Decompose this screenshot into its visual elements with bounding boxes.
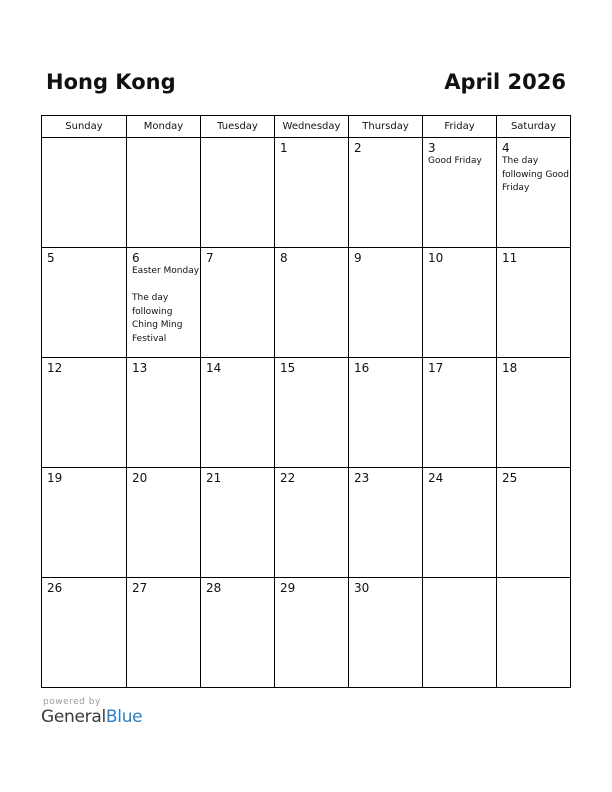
day-cell (423, 468, 497, 578)
day-cell (42, 358, 127, 468)
day-cell (275, 248, 349, 358)
day-cell (349, 138, 423, 248)
day-number: 13 (132, 361, 148, 375)
powered-by-text: powered by (43, 697, 101, 707)
week-row (42, 468, 571, 578)
day-number: 3 (428, 141, 436, 155)
day-cell (349, 578, 423, 688)
day-number: 26 (47, 581, 63, 595)
holiday-name: Good Friday (428, 156, 482, 166)
day-number: 12 (47, 361, 63, 375)
day-number: 25 (502, 471, 518, 485)
calendar-grid (41, 115, 571, 688)
day-number: 29 (280, 581, 296, 595)
weekday-saturday: Saturday (497, 116, 571, 138)
day-number: 23 (354, 471, 370, 485)
day-number: 27 (132, 581, 148, 595)
day-number: 4 (502, 141, 510, 155)
day-number: 22 (280, 471, 296, 485)
weekday-friday: Friday (423, 116, 497, 138)
weekday-wednesday: Wednesday (275, 116, 349, 138)
day-number: 11 (502, 251, 518, 265)
weekday-header-row (42, 116, 571, 138)
empty-day-cell (497, 578, 571, 688)
day-number: 30 (354, 581, 370, 595)
day-cell (201, 358, 275, 468)
day-cell (423, 248, 497, 358)
holiday-name: The day following Ching Ming Festival (132, 293, 183, 344)
day-number: 20 (132, 471, 148, 485)
day-cell (127, 468, 201, 578)
day-number: 19 (47, 471, 63, 485)
day-number: 18 (502, 361, 518, 375)
day-number: 16 (354, 361, 370, 375)
day-cell (42, 468, 127, 578)
weekday-monday: Monday (127, 116, 201, 138)
day-cell (349, 358, 423, 468)
day-number: 28 (206, 581, 222, 595)
day-number: 1 (280, 141, 288, 155)
weekday-tuesday: Tuesday (201, 116, 275, 138)
holiday-spacer (127, 279, 200, 293)
day-number: 7 (206, 251, 214, 265)
day-number: 2 (354, 141, 362, 155)
brand-general: General (41, 707, 106, 727)
calendar-body (42, 138, 571, 688)
week-row (42, 578, 571, 688)
day-cell (349, 468, 423, 578)
holiday-name: The day following Good Friday (502, 156, 570, 193)
month-title: April 2026 (444, 70, 566, 94)
empty-day-cell (127, 138, 201, 248)
day-cell (201, 248, 275, 358)
holiday-name: Easter Monday (132, 266, 200, 276)
day-cell (42, 578, 127, 688)
weekday-thursday: Thursday (349, 116, 423, 138)
day-cell (275, 358, 349, 468)
day-number: 21 (206, 471, 222, 485)
day-number: 15 (280, 361, 296, 375)
day-cell (497, 138, 571, 248)
brand-blue: Blue (105, 707, 143, 727)
day-number: 17 (428, 361, 444, 375)
empty-day-cell (42, 138, 127, 248)
weekday-sunday: Sunday (42, 116, 127, 138)
week-row (42, 138, 571, 248)
week-row (42, 248, 571, 358)
day-cell (42, 248, 127, 358)
day-number: 24 (428, 471, 444, 485)
day-number: 9 (354, 251, 362, 265)
day-cell (127, 578, 201, 688)
empty-day-cell (201, 138, 275, 248)
day-cell (127, 358, 201, 468)
empty-day-cell (423, 578, 497, 688)
day-cell (423, 358, 497, 468)
day-cell (497, 248, 571, 358)
day-cell (201, 578, 275, 688)
day-cell (275, 138, 349, 248)
generalblue-logo (41, 707, 142, 727)
day-number: 5 (47, 251, 55, 265)
day-cell (497, 358, 571, 468)
day-cell (497, 468, 571, 578)
country-title: Hong Kong (46, 70, 176, 94)
day-cell (349, 248, 423, 358)
week-row (42, 358, 571, 468)
day-cell (275, 468, 349, 578)
day-cell (275, 578, 349, 688)
day-number: 6 (132, 251, 140, 265)
day-number: 10 (428, 251, 444, 265)
day-cell (201, 468, 275, 578)
day-number: 8 (280, 251, 288, 265)
day-number: 14 (206, 361, 222, 375)
day-cell (423, 138, 497, 248)
day-cell (127, 248, 201, 358)
